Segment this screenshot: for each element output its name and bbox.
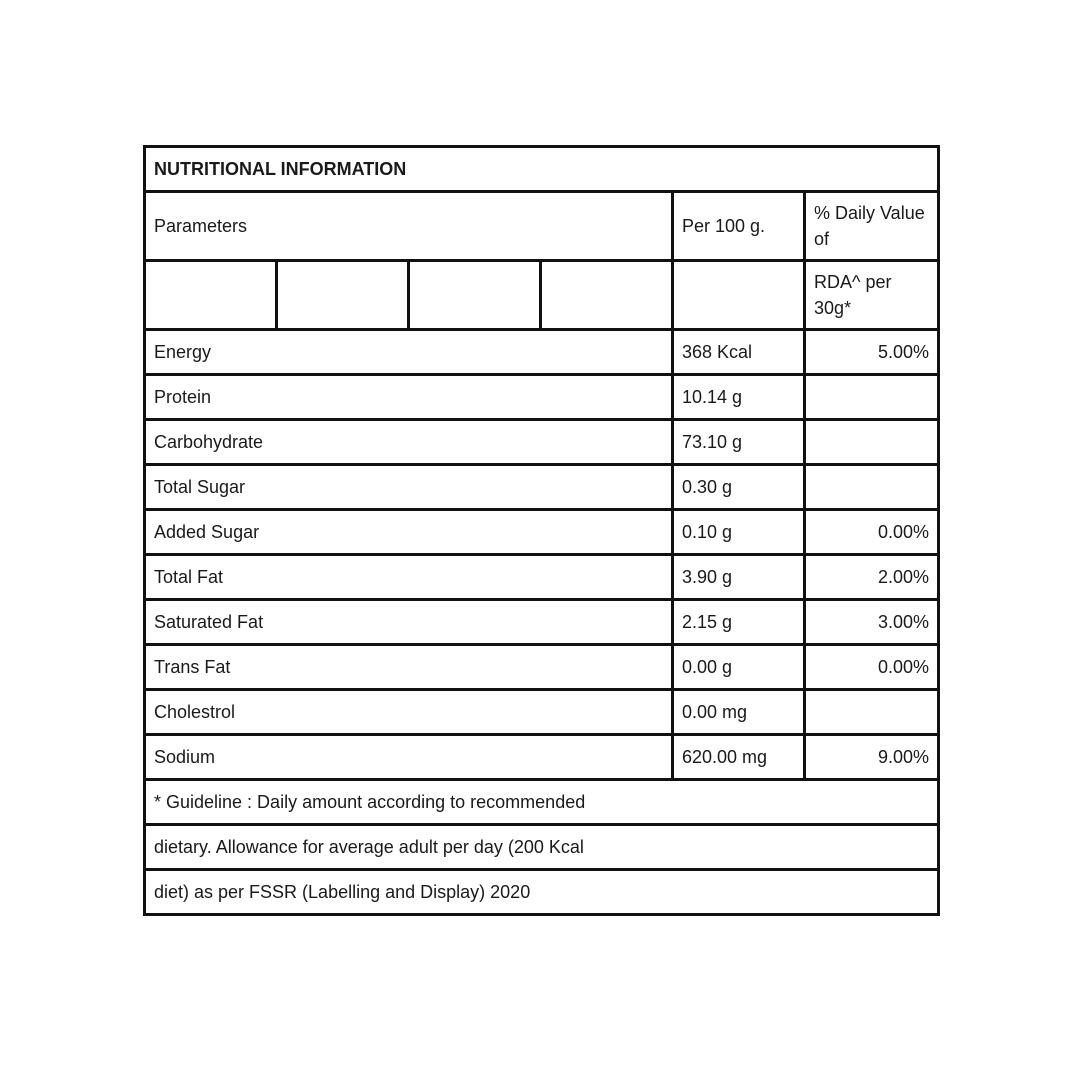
table-row xyxy=(145,600,939,645)
header-parameters: Parameters xyxy=(145,192,673,261)
row-per100: 0.00 g xyxy=(673,645,805,690)
row-name: Cholestrol xyxy=(145,690,673,735)
row-dv xyxy=(805,690,939,735)
footnote-row xyxy=(145,825,939,870)
row-dv: 3.00% xyxy=(805,600,939,645)
empty-cell xyxy=(409,261,541,330)
empty-cell xyxy=(673,261,805,330)
row-dv: 0.00% xyxy=(805,645,939,690)
row-name: Energy xyxy=(145,330,673,375)
table-row xyxy=(145,645,939,690)
row-per100: 73.10 g xyxy=(673,420,805,465)
empty-cell xyxy=(541,261,673,330)
row-per100: 0.30 g xyxy=(673,465,805,510)
row-per100: 10.14 g xyxy=(673,375,805,420)
row-name: Carbohydrate xyxy=(145,420,673,465)
footnote-line: diet) as per FSSR (Labelling and Display) 2020 xyxy=(145,870,939,915)
nutrition-table xyxy=(143,145,940,916)
empty-cell xyxy=(277,261,409,330)
table-row xyxy=(145,330,939,375)
row-dv xyxy=(805,465,939,510)
row-dv: 9.00% xyxy=(805,735,939,780)
row-per100: 0.10 g xyxy=(673,510,805,555)
row-per100: 2.15 g xyxy=(673,600,805,645)
table-row xyxy=(145,510,939,555)
row-dv xyxy=(805,420,939,465)
header-subrow xyxy=(145,261,939,330)
row-name: Sodium xyxy=(145,735,673,780)
table-row xyxy=(145,555,939,600)
table-row xyxy=(145,465,939,510)
row-per100: 3.90 g xyxy=(673,555,805,600)
footnote-row xyxy=(145,870,939,915)
header-daily-value-line2: RDA^ per 30g* xyxy=(805,261,939,330)
row-per100: 368 Kcal xyxy=(673,330,805,375)
row-dv xyxy=(805,375,939,420)
footnote-line: dietary. Allowance for average adult per day (200 Kcal xyxy=(145,825,939,870)
row-name: Protein xyxy=(145,375,673,420)
header-per-100g: Per 100 g. xyxy=(673,192,805,261)
row-per100: 0.00 mg xyxy=(673,690,805,735)
row-name: Total Sugar xyxy=(145,465,673,510)
table-row xyxy=(145,420,939,465)
row-per100: 620.00 mg xyxy=(673,735,805,780)
header-daily-value-line1: % Daily Value of xyxy=(805,192,939,261)
row-dv: 0.00% xyxy=(805,510,939,555)
row-name: Saturated Fat xyxy=(145,600,673,645)
footnote-line: * Guideline : Daily amount according to recommended xyxy=(145,780,939,825)
table-row xyxy=(145,735,939,780)
table-row xyxy=(145,375,939,420)
row-name: Total Fat xyxy=(145,555,673,600)
row-dv: 5.00% xyxy=(805,330,939,375)
table-row xyxy=(145,690,939,735)
row-name: Added Sugar xyxy=(145,510,673,555)
title-row xyxy=(145,147,939,192)
table-title: NUTRITIONAL INFORMATION xyxy=(145,147,939,192)
empty-cell xyxy=(145,261,277,330)
row-name: Trans Fat xyxy=(145,645,673,690)
header-row xyxy=(145,192,939,261)
footnote-row xyxy=(145,780,939,825)
row-dv: 2.00% xyxy=(805,555,939,600)
